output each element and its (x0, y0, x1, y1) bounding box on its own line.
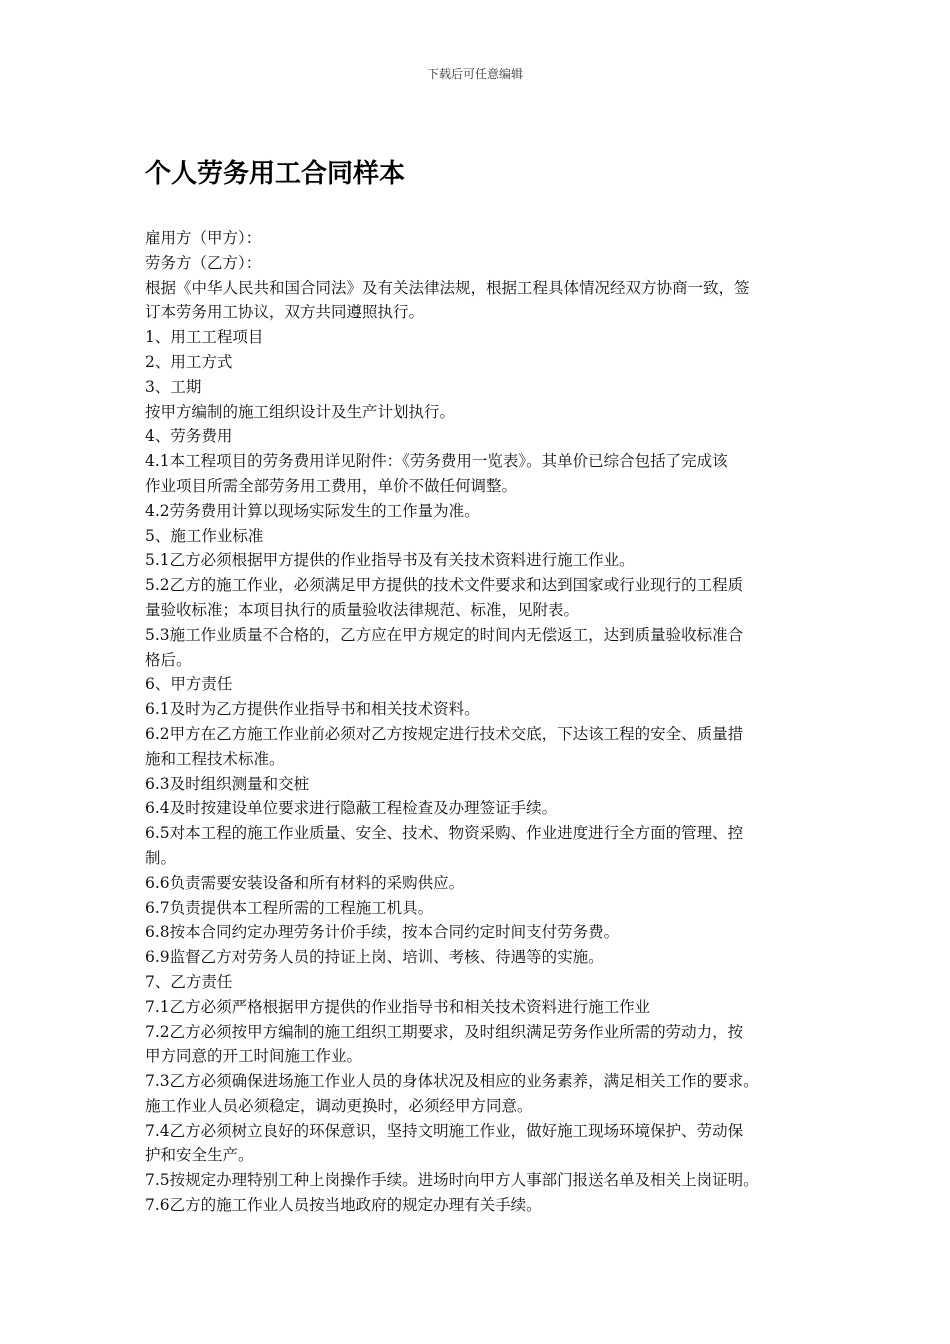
document-body (145, 226, 810, 1218)
section-heading: 5、施工作业标准 (145, 526, 264, 545)
body-line: 作业项目所需全部劳务用工费用，单价不做任何调整。 (145, 476, 518, 495)
body-line: 护和安全生产。 (145, 1146, 254, 1165)
body-line: 7.2乙方必须按甲方编制的施工组织工期要求，及时组织满足劳务作业所需的劳动力，按 (145, 1022, 744, 1041)
section-heading: 6、甲方责任 (145, 675, 233, 694)
section-heading: 7、乙方责任 (145, 972, 233, 991)
body-line: 5.1乙方必须根据甲方提供的作业指导书及有关技术资料进行施工作业。 (145, 551, 635, 570)
body-line: 7.6乙方的施工作业人员按当地政府的规定办理有关手续。 (145, 1196, 542, 1215)
body-line: 5.3施工作业质量不合格的，乙方应在甲方规定的时间内无偿返工，达到质量验收标准合 (145, 625, 744, 644)
body-line: 订本劳务用工协议，双方共同遵照执行。 (145, 303, 425, 322)
body-line: 6.7负责提供本工程所需的工程施工机具。 (145, 898, 434, 917)
section-heading: 4、劳务费用 (145, 427, 233, 446)
body-line: 6.4及时按建设单位要求进行隐蔽工程检查及办理签证手续。 (145, 799, 558, 818)
section-heading: 2、用工方式 (145, 352, 233, 371)
body-line: 根据《中华人民共和国合同法》及有关法律法规，根据工程具体情况经双方协商一致，签 (145, 278, 750, 297)
body-line: 劳务方（乙方）： (145, 253, 262, 272)
body-line: 7.3乙方必须确保进场施工作业人员的身体状况及相应的业务素养，满足相关工作的要求。 (145, 1072, 759, 1091)
body-line: 6.3及时组织测量和交桩 (145, 774, 310, 793)
body-line: 7.5按规定办理特别工种上岗操作手续。进场时向甲方人事部门报送名单及相关上岗证明。 (145, 1171, 759, 1190)
body-line: 5.2乙方的施工作业，必须满足甲方提供的技术文件要求和达到国家或行业现行的工程质 (145, 576, 744, 595)
body-line: 7.4乙方必须树立良好的环保意识，坚持文明施工作业，做好施工现场环境保护、劳动保 (145, 1121, 744, 1140)
section-heading: 3、工期 (145, 377, 202, 396)
body-line: 6.8按本合同约定办理劳务计价手续，按本合同约定时间支付劳务费。 (145, 923, 620, 942)
body-line: 4.1本工程项目的劳务费用详见附件：《劳务费用一览表》。其单价已综合包括了完成该 (145, 452, 728, 471)
section-heading: 1、用工工程项目 (145, 328, 264, 347)
body-line: 6.5对本工程的施工作业质量、安全、技术、物资采购、作业进度进行全方面的管理、控 (145, 824, 744, 843)
body-line: 制。 (145, 848, 177, 867)
body-line: 雇用方（甲方）： (145, 229, 262, 247)
body-line: 6.6负责需要安装设备和所有材料的采购供应。 (145, 873, 465, 892)
body-line: 甲方同意的开工时间施工作业。 (145, 1047, 363, 1066)
body-line: 施工作业人员必须稳定，调动更换时，必须经甲方同意。 (145, 1096, 533, 1115)
body-line: 施和工程技术标准。 (145, 749, 285, 768)
body-line: 格后。 (145, 650, 192, 669)
body-line: 按甲方编制的施工组织设计及生产计划执行。 (145, 402, 456, 421)
page-header: 下载后可任意编辑 (426, 67, 523, 81)
document-title: 个人劳务用工合同样本 (145, 159, 406, 189)
body-line: 6.1及时为乙方提供作业指导书和相关技术资料。 (145, 700, 480, 719)
body-line: 7.1乙方必须严格根据甲方提供的作业指导书和相关技术资料进行施工作业 (145, 997, 651, 1016)
body-line: 量验收标准；本项目执行的质量验收法律规范、标准，见附表。 (145, 600, 580, 619)
body-line: 6.9监督乙方对劳务人员的持证上岗、培训、考核、待遇等的实施。 (145, 948, 604, 967)
body-line: 6.2甲方在乙方施工作业前必须对乙方按规定进行技术交底，下达该工程的安全、质量措 (145, 724, 744, 743)
body-line: 4.2劳务费用计算以现场实际发生的工作量为准。 (145, 501, 480, 520)
